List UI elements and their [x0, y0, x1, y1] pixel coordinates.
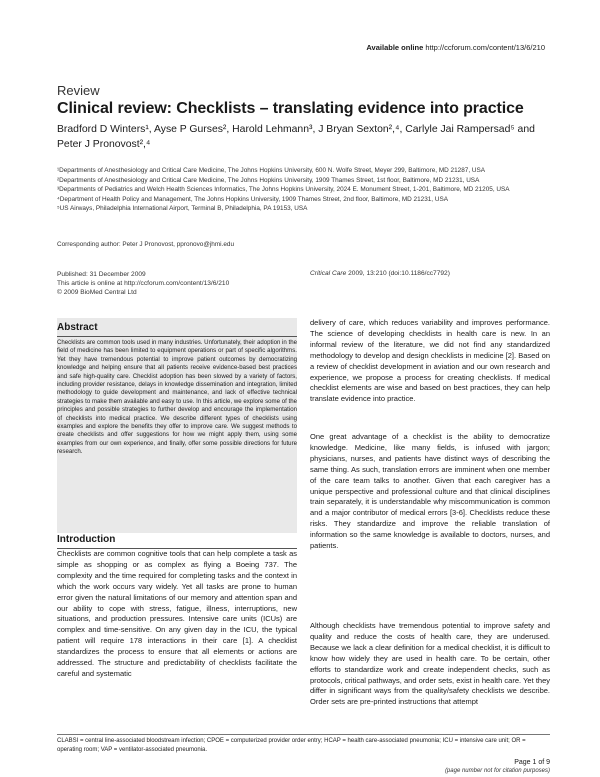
citation-journal: Critical Care	[310, 270, 347, 277]
online-location: This article is online at http://ccforum.com/content/13/6/210	[57, 280, 230, 288]
published-date: Published: 31 December 2009	[57, 271, 146, 278]
affiliation-item: ³Departments of Pediatrics and Welch Health Sciences Informatics, The Johns Hopkins University, 2024 E. Monument Street, 1-201, Baltimore, MD 21205, USA	[57, 186, 510, 194]
abstract-divider	[57, 336, 297, 337]
body-paragraph-2: One great advantage of a checklist is the ability to democratize knowledge. Medicine, like many fields, is infused with jargon; physicians, nurses, and patients have distinct ways of describing the same thing. As such, translation errors are imminent when one member of the care team talks to another. Given that each caregiver has a unique perspective and professional culture and that clinical disciplines train separately, it is understandable why miscommunication is common and a major contributor of medical errors [3-6]. Checklists reduce these risks. They standardize and improve the reliable translation of information so the same knowledge is available to doctors, nurses, and patients.	[310, 432, 550, 551]
citation	[310, 270, 450, 277]
introduction-heading: Introduction	[57, 534, 116, 545]
publication-info	[57, 270, 229, 298]
abstract-text: Checklists are common tools used in many industries. Unfortunately, their adoption in the field of medicine has been limited to equipment operations or part of specific algorithms. Yet they have tremendous potential to improve patient outcomes by democratizing knowledge and helping ensure that all patients receive evidence-based best practices and safe high-quality care. Checklist adoption has been slowed by a variety of factors, including provider resistance, delays in knowledge dissemination and integration, limited methodology to guide development and maintenance, and lack of effective technical strategies to make them available and easy to use. In this article, we explore some of the principles and possible strategies to further develop and encourage the implementation of checklists into medical practice. We describe different types of checklists using examples and explore the benefits they offer to improve care. We suggest methods to create checklists and offer suggestions for how we might apply them, using some examples from our own experience, and finally, offer some possible directions for future research.	[57, 339, 297, 456]
affiliation-item: ⁵US Airways, Philadelphia International Airport, Terminal B, Philadelphia, PA 19153, USA	[57, 205, 308, 213]
abbreviations: CLABSI = central line-associated bloodstream infection; CPOE = computerized provider order entry; HCAP = health care-associated pneumonia; ICU = intensive care unit; OR = operating room; VAP = ventilator-associated pneumonia.	[57, 738, 526, 753]
copyright: © 2009 BioMed Central Ltd	[57, 289, 137, 297]
corresponding-author: Corresponding author: Peter J Pronovost, ppronovo@jhmi.edu	[57, 241, 235, 248]
page-number: Page 1 of 9	[514, 759, 550, 766]
affiliations	[57, 166, 547, 214]
article-title: Clinical review: Checklists – translating evidence into practice	[57, 100, 524, 117]
affiliation-item: ²Departments of Anesthesiology and Critical Care Medicine, The Johns Hopkins University, 1909 Thames Street, 1st floor, Baltimore, MD 21231, USA	[57, 176, 480, 184]
abstract-box	[57, 318, 297, 533]
citation-details: 2009, 13:210 (doi:10.1186/cc7792)	[346, 270, 450, 277]
author-list: Bradford D Winters¹, Ayse P Gurses², Harold Lehmann³, J Bryan Sexton²,⁴, Carlyle Jai Rampersad⁵ and Peter J Pronovost²,⁴	[57, 124, 535, 150]
body-paragraph-3: Although checklists have tremendous potential to improve safety and quality and reduce the costs of health care, they are underused. Because we lack a clear definition for a medical checklist, it is difficult to know how widely they are used in health care. To be certain, other efforts to standardize work and create independent checks, such as protocols, critical pathways, and order sets, exist in health care. Yet they differ in significant ways from the quality/safety checklists we describe. Order sets are pre-printed instructions that attempt	[310, 621, 550, 707]
available-label: Available online	[366, 43, 424, 52]
page-note: (page number not for citation purposes)	[444, 768, 550, 774]
abstract-heading: Abstract	[57, 322, 98, 333]
introduction-text: Checklists are common cognitive tools that can help complete a task as simple as shopping or as complex as flying a Boeing 737. The complexity and the time required for completing tasks and the context in which the work occurs vary widely. Yet all tasks are prone to human error given the natural limitations of our memory and attention span and our ability to cope with stress, fatigue, illness, interruptions, new situations, and production pressures. Intensive care units (ICUs) are complex and time-sensitive. On any given day in the ICU, the typical patient will require 178 interactions in their care [1]. A checklist standardizes the process to ensure that all elements or actions are addressed. The structure and predictability of checklists facilitate the careful and systematic	[57, 549, 297, 678]
body-paragraph-1: delivery of care, which reduces variability and improves performance. The science of developing checklists in health care is new. In an informal review of the literature, we did not find any standardized methodology to develop and design checklists in medicine [2]. Based on a review of checklist development in aviation and our own research and experience, we propose a process for creating checklists. If medical checklist elements are wise and based on best practices, they can help translate evidence into practice.	[310, 318, 550, 404]
footnote-divider	[57, 734, 550, 735]
affiliation-item: ¹Departments of Anesthesiology and Critical Care Medicine, The Johns Hopkins University, 600 N. Wolfe Street, Meyer 299, Baltimore, MD 21287, USA	[57, 167, 486, 174]
availability-line	[366, 43, 545, 52]
article-url[interactable]: http://ccforum.com/content/13/6/210	[425, 43, 545, 52]
affiliation-item: ⁴Department of Health Policy and Management, The Johns Hopkins University, 1909 Thames Street, 2nd floor, Baltimore, MD 21231, USA	[57, 195, 448, 203]
article-type: Review	[57, 83, 100, 98]
